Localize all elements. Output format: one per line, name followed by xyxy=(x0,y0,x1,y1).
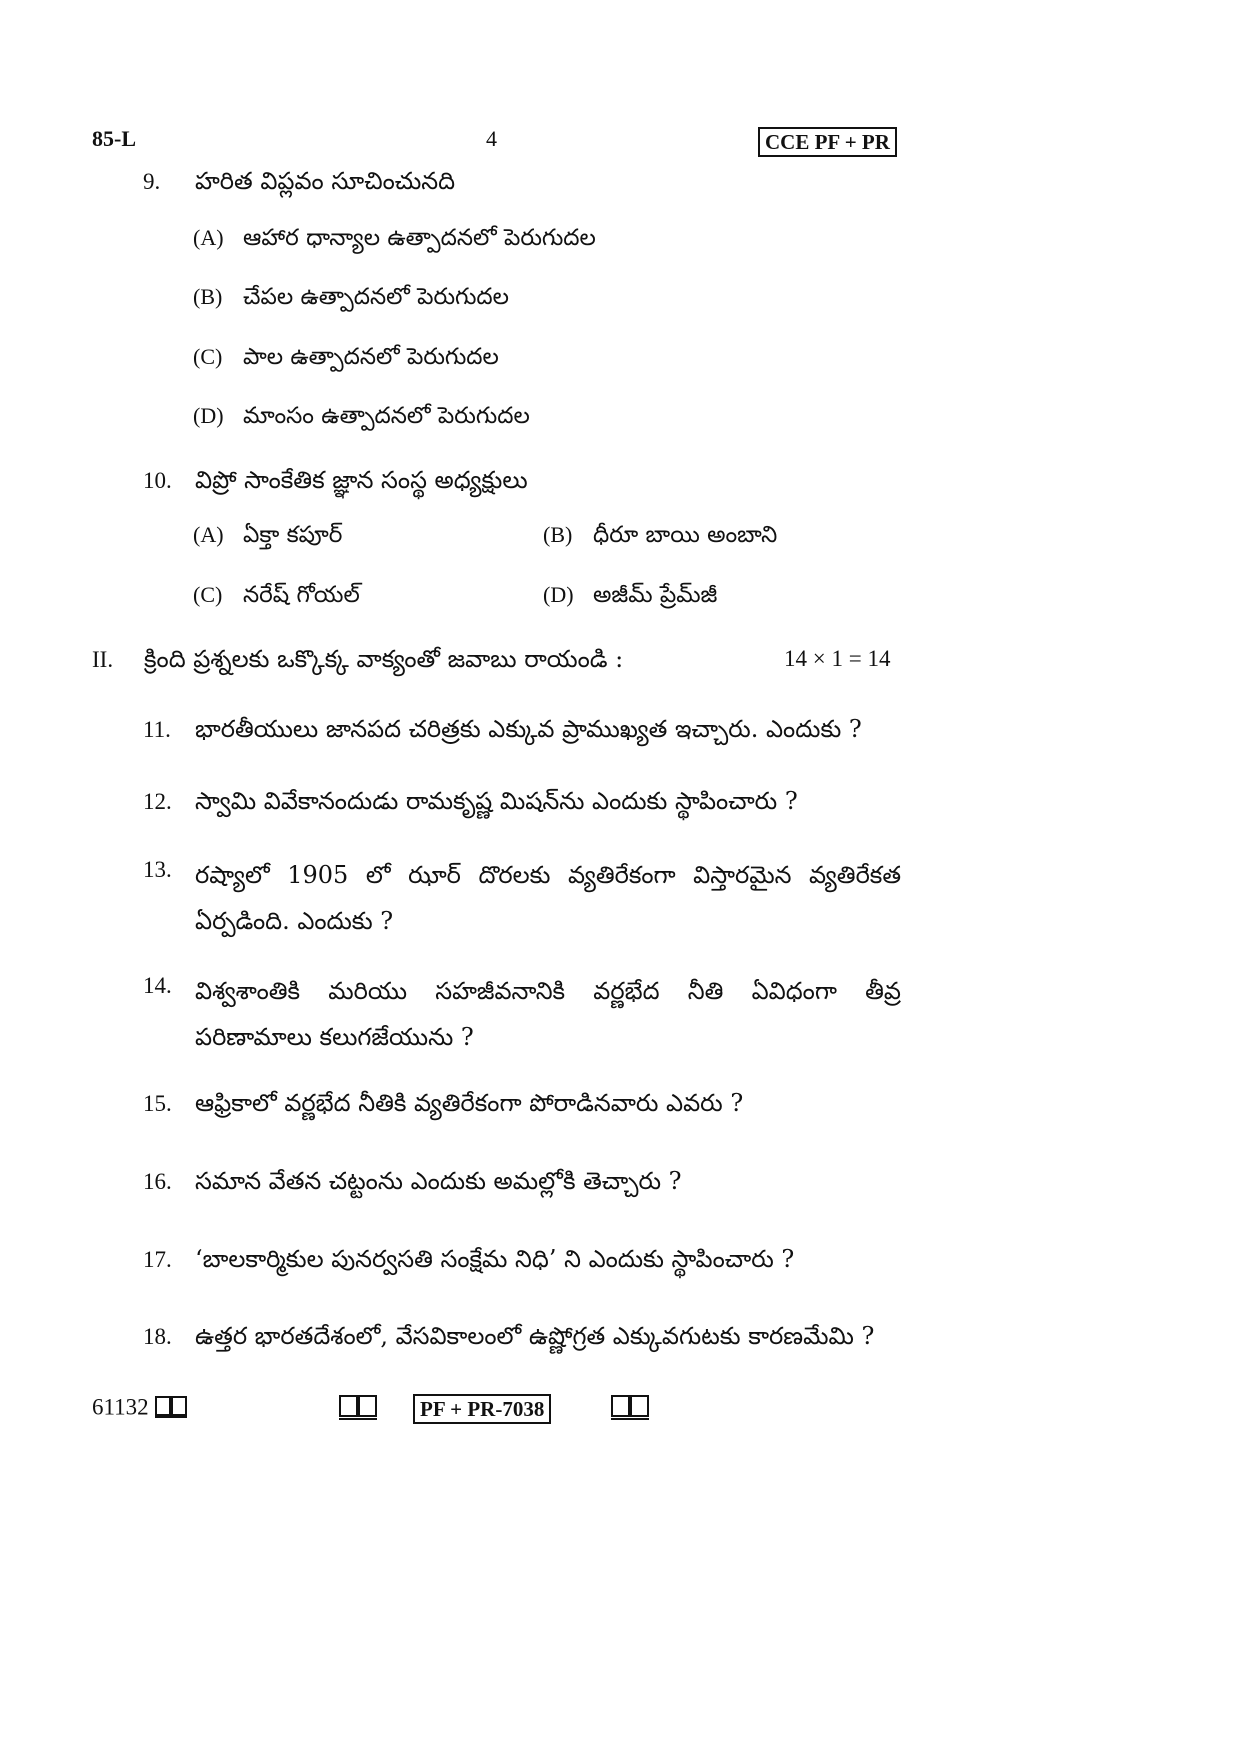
paper-code: 85-L xyxy=(92,126,136,151)
serial-number: 61132 xyxy=(92,1394,149,1420)
question-number: 11. xyxy=(143,717,171,742)
option-letter: (C) xyxy=(193,582,223,607)
question-10 xyxy=(143,462,528,499)
book-icon xyxy=(338,1393,378,1425)
question-number: 12. xyxy=(143,789,172,814)
option-text: పాల ఉత్పాదనలో పెరుగుదల xyxy=(243,344,499,370)
question-number: 16. xyxy=(143,1169,172,1194)
q9-option-c xyxy=(193,344,499,376)
footer-code-box: PF + PR-7038 xyxy=(413,1394,551,1424)
question-number: 18. xyxy=(143,1324,172,1349)
q9-option-b xyxy=(193,284,509,316)
question-15 xyxy=(143,1085,743,1122)
option-letter: (D) xyxy=(543,582,574,607)
option-letter: (A) xyxy=(193,522,224,547)
option-letter: (B) xyxy=(193,284,223,309)
q9-option-a xyxy=(193,225,596,257)
q10-option-b xyxy=(543,522,777,554)
question-number: 17. xyxy=(143,1247,172,1272)
book-icon xyxy=(610,1393,650,1425)
question-text: ఆఫ్రికాలో వర్ణభేద నీతికి వ్యతిరేకంగా పోరాడినవారు ఎవరు ? xyxy=(195,1089,744,1117)
option-text: మాంసం ఉత్పాదనలో పెరుగుదల xyxy=(243,403,530,429)
option-letter: (A) xyxy=(193,225,224,250)
question-number: 14. xyxy=(143,973,172,998)
option-text: ఆహార ధాన్యాల ఉత్పాదనలో పెరుగుదల xyxy=(243,225,596,251)
question-text: విశ్వశాంతికి మరియు సహజీవనానికి వర్ణభేద నీతి ఏవిధంగా తీవ్ర పరిణామాలు కలుగజేయును ? xyxy=(195,977,901,1051)
question-16 xyxy=(143,1163,682,1200)
question-13 xyxy=(143,852,901,944)
q10-option-c xyxy=(193,582,360,614)
question-text: విప్రో సాంకేతిక జ్ఞాన సంస్థ అధ్యక్షులు xyxy=(195,466,528,494)
question-9 xyxy=(143,163,455,200)
question-number: 13. xyxy=(143,857,172,882)
q10-option-d xyxy=(543,582,717,614)
page-number: 4 xyxy=(486,126,497,151)
question-text: సమాన వేతన చట్టంను ఎందుకు అమల్లోకి తెచ్చారు ? xyxy=(195,1167,682,1195)
question-number: 10. xyxy=(143,468,172,493)
question-18 xyxy=(143,1318,874,1355)
question-text: హరిత విప్లవం సూచించునది xyxy=(195,167,456,195)
section-roman-numeral: II. xyxy=(92,647,114,672)
book-icon xyxy=(154,1393,188,1425)
option-text: చేపల ఉత్పాదనలో పెరుగుదల xyxy=(243,284,509,310)
section-marks: 14 × 1 = 14 xyxy=(784,646,891,671)
subject-code-box: CCE PF + PR xyxy=(758,127,897,157)
section-2-instruction xyxy=(92,641,623,678)
question-11 xyxy=(143,711,862,748)
option-text: ఏక్తా కపూర్ xyxy=(243,522,343,548)
question-number: 15. xyxy=(143,1091,172,1116)
question-14 xyxy=(143,968,901,1060)
footer-serial xyxy=(92,1393,188,1425)
instruction-text: క్రింది ప్రశ్నలకు ఒక్కొక్క వాక్యంతో జవాబు రాయండి : xyxy=(144,645,624,673)
question-text: ‘బాలకార్మికుల పునర్వసతి సంక్షేమ నిధి’ ని ఎందుకు స్థాపించారు ? xyxy=(195,1245,795,1273)
question-12 xyxy=(143,783,798,820)
question-text: స్వామి వివేకానందుడు రామకృష్ణ మిషన్‌ను ఎందుకు స్థాపించారు ? xyxy=(195,787,798,815)
question-text: భారతీయులు జానపద చరిత్రకు ఎక్కువ ప్రాముఖ్యత ఇచ్చారు. ఎందుకు ? xyxy=(195,715,862,743)
q10-option-a xyxy=(193,522,342,554)
option-text: అజీమ్ ప్రేమ్‌జీ xyxy=(593,582,718,608)
question-text: ఉత్తర భారతదేశంలో, వేసవికాలంలో ఉష్ణోగ్రత ఎక్కువగుటకు కారణమేమి ? xyxy=(195,1322,875,1350)
question-text: రష్యాలో 1905 లో ఝార్ దొరలకు వ్యతిరేకంగా విస్తారమైన వ్యతిరేకత ఏర్పడింది. ఎందుకు ? xyxy=(195,861,901,935)
option-letter: (D) xyxy=(193,403,224,428)
option-letter: (C) xyxy=(193,344,223,369)
option-letter: (B) xyxy=(543,522,573,547)
q9-option-d xyxy=(193,403,530,435)
question-number: 9. xyxy=(143,169,161,194)
option-text: నరేష్ గోయల్ xyxy=(243,582,360,608)
option-text: ధీరూ బాయి అంబాని xyxy=(593,522,778,548)
question-17 xyxy=(143,1241,794,1278)
